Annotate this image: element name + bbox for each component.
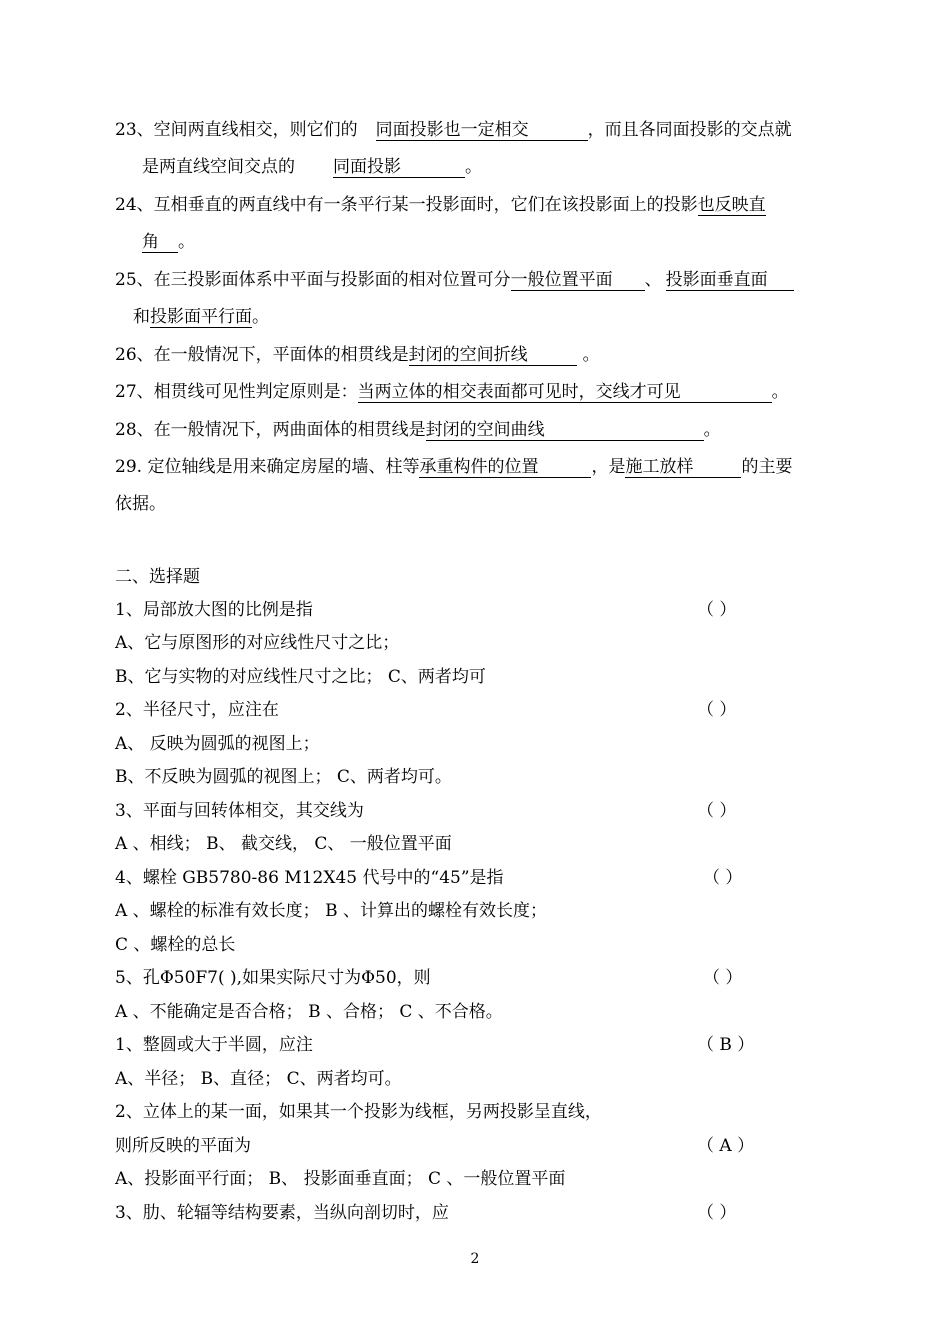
q24-answer1: 也反映直 xyxy=(697,195,766,215)
section-title: 二、选择题 xyxy=(115,567,200,587)
choice-line: 2、立体上的某一面，如果其一个投影为线框，另两投影呈直线， xyxy=(115,1102,602,1122)
q24-line2: 角 。 xyxy=(142,232,195,252)
choice-option: A、半径； B、直径； C、两者均可。 xyxy=(115,1069,402,1089)
q25-line2: 和投影面平行面。 xyxy=(133,307,269,327)
q29-answer2: 施工放样 xyxy=(625,457,741,478)
choice-line: 1、局部放大图的比例是指 xyxy=(115,600,313,620)
q23-line1: 23、空间两直线相交，则它们的 同面投影也一定相交 ，而且各同面投影的交点就 xyxy=(115,120,792,140)
choice-option: B、不反映为圆弧的视图上； C、两者均可。 xyxy=(115,767,452,787)
q29-line2: 依据。 xyxy=(115,494,166,514)
answer-paren: （ ） xyxy=(697,700,737,720)
answer-paren: （ ） xyxy=(697,600,737,620)
q27-answer: 当两立体的相交表面都可见时，交线才可见 xyxy=(358,382,772,403)
answer-paren: （ ） xyxy=(703,968,743,988)
page-number: 2 xyxy=(470,1251,480,1267)
q28-answer: 封闭的空间曲线 xyxy=(426,420,704,441)
choice-option: C 、螺栓的总长 xyxy=(115,935,236,955)
choice-line: 1、整圆或大于半圆，应注 xyxy=(115,1035,313,1055)
q29-answer1: 承重构件的位置 xyxy=(419,457,591,478)
q23-line2: 是两直线空间交点的 同面投影 。 xyxy=(142,157,482,177)
choice-option: A、投影面平行面； B、 投影面垂直面； C 、一般位置平面 xyxy=(115,1169,566,1189)
answer-paren: （ ） xyxy=(697,1203,737,1223)
q24-answer2: 角 xyxy=(142,232,178,253)
q25-answer3: 投影面平行面 xyxy=(150,307,252,327)
choice-line: 4、螺栓 GB5780-86 M12X45 代号中的“45”是指 xyxy=(115,868,504,888)
answer-paren: （ A ） xyxy=(697,1136,755,1156)
q29-line1: 29. 定位轴线是用来确定房屋的墙、柱等承重构件的位置 ，是施工放样 的主要 xyxy=(115,457,793,477)
q25-answer2: 投影面垂直面 xyxy=(666,270,794,291)
choice-line: 3、平面与回转体相交，其交线为 xyxy=(115,801,364,821)
q23-answer1: 同面投影也一定相交 xyxy=(376,120,588,141)
q27-line: 27、相贯线可见性判定原则是：当两立体的相交表面都可见时，交线才可见 。 xyxy=(115,382,789,402)
answer-paren: （ ） xyxy=(697,801,737,821)
choice-option: A、 反映为圆弧的视图上； xyxy=(115,734,320,754)
choice-option: A 、螺栓的标准有效长度； B 、计算出的螺栓有效长度； xyxy=(115,901,547,921)
choice-option: A 、不能确定是否合格； B 、合格； C 、不合格。 xyxy=(115,1002,503,1022)
choice-option: A 、相线； B、 截交线， C、 一般位置平面 xyxy=(115,834,452,854)
choice-line: 2、半径尺寸，应注在 xyxy=(115,700,279,720)
choice-line: 5、孔Φ50F7( ),如果实际尺寸为Φ50，则 xyxy=(115,968,431,988)
q28-line: 28、在一般情况下，两曲面体的相贯线是封闭的空间曲线 。 xyxy=(115,420,721,440)
choice-option: A、它与原图形的对应线性尺寸之比； xyxy=(115,633,400,653)
choice-line: 则所反映的平面为 xyxy=(115,1136,251,1156)
q24-line1: 24、互相垂直的两直线中有一条平行某一投影面时，它们在该投影面上的投影也反映直 xyxy=(115,195,766,215)
answer-paren: （ B ） xyxy=(697,1035,755,1055)
q26-answer: 封闭的空间折线 xyxy=(409,345,577,366)
answer-paren: （ ） xyxy=(703,868,743,888)
q26-line: 26、在一般情况下，平面体的相贯线是封闭的空间折线 。 xyxy=(115,345,600,365)
choice-line: 3、肋、轮辐等结构要素，当纵向剖切时，应 xyxy=(115,1203,449,1223)
q25-line1: 25、在三投影面体系中平面与投影面的相对位置可分一般位置平面 、 投影面垂直面 xyxy=(115,269,794,291)
q23-answer2: 同面投影 xyxy=(333,157,465,178)
q25-answer1: 一般位置平面 xyxy=(511,270,645,291)
choice-option: B、它与实物的对应线性尺寸之比； C、两者均可 xyxy=(115,667,486,687)
